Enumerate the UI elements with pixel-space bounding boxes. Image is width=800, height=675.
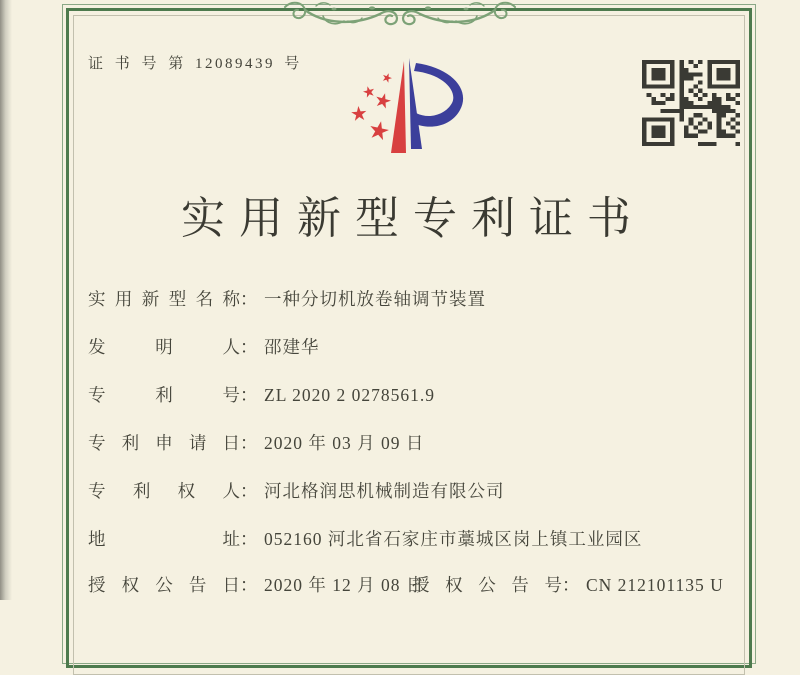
field-colon: ： [240, 575, 258, 595]
grant-number-group [412, 572, 724, 597]
qr-code-icon [642, 60, 740, 146]
grant-date-value: 2020 年 12 月 08 日 [264, 575, 425, 595]
field-label: 专利申请日 [88, 433, 240, 453]
field-row-inventor [88, 334, 320, 359]
footer-row [88, 572, 724, 597]
grant-number-value: CN 212101135 U [586, 575, 724, 595]
grant-number-label: 授权公告号 [412, 575, 562, 595]
field-colon: ： [240, 529, 258, 549]
field-colon: ： [240, 385, 258, 405]
field-label: 专利号 [88, 385, 240, 405]
field-row-invention-name [88, 286, 486, 311]
certificate-title: 实用新型专利证书 [181, 194, 645, 243]
field-label: 实用新型名称 [88, 289, 240, 309]
certificate-number: 证 书 号 第 12089439 号 [88, 56, 302, 72]
field-colon: ： [240, 337, 258, 357]
field-value: 052160 河北省石家庄市藁城区岗上镇工业园区 [264, 529, 643, 549]
field-row-filing-date [88, 430, 424, 455]
field-row-address [88, 526, 642, 551]
field-colon: ： [240, 289, 258, 309]
field-colon: ： [562, 575, 580, 595]
field-row-patent-number [88, 382, 435, 407]
field-value: 河北格润思机械制造有限公司 [264, 481, 505, 501]
field-colon: ： [240, 481, 258, 501]
grant-date-label: 授权公告日 [88, 575, 240, 595]
floral-flourish-icon [282, 0, 518, 27]
grant-date-group [88, 575, 424, 595]
cnipa-patent-logo-icon [330, 54, 480, 166]
field-row-patentee [88, 478, 505, 503]
field-value: 2020 年 03 月 09 日 [264, 433, 425, 453]
scan-edge-shadow [0, 0, 12, 600]
field-value: ZL 2020 2 0278561.9 [264, 385, 435, 405]
field-label: 专利权人 [88, 481, 240, 501]
field-label: 地址 [88, 529, 240, 549]
field-value: 一种分切机放卷轴调节装置 [264, 289, 486, 309]
field-value: 邵建华 [264, 337, 320, 357]
field-colon: ： [240, 433, 258, 453]
field-label: 发明人 [88, 337, 240, 357]
